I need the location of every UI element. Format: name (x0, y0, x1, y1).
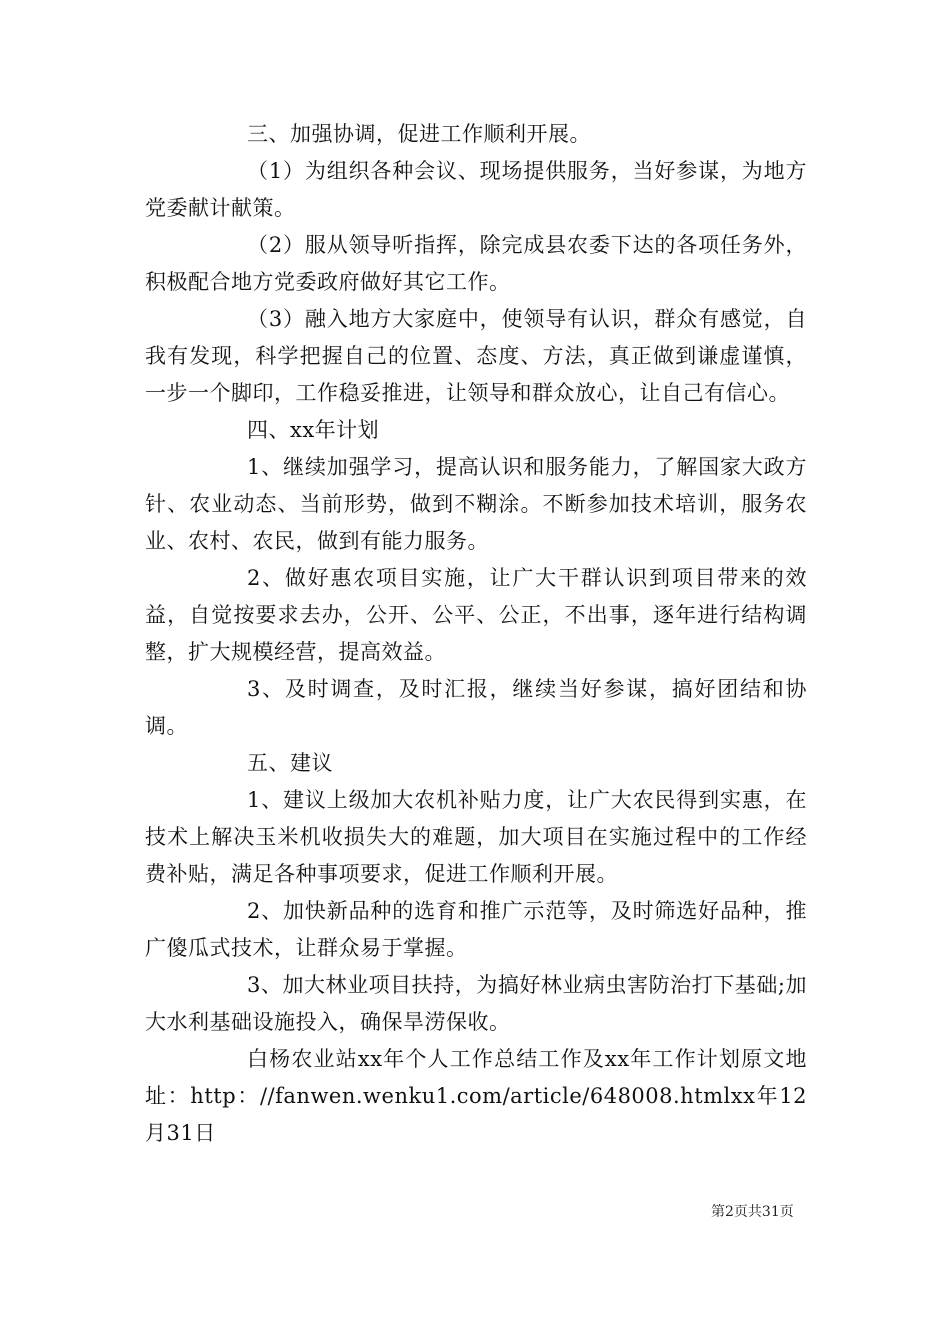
paragraph-plan-1: 1、继续加强学习，提高认识和服务能力，了解国家大政方针、农业动态、当前形势，做到不糊涂。不断参加技术培训，服务农业、农村、农民，做到有能力服务。 (145, 455, 807, 553)
paragraph-coordination-1: （1）为组织各种会议、现场提供服务，当好参谋，为地方党委献计献策。 (145, 159, 807, 220)
paragraph-plan-3: 3、及时调查，及时汇报，继续当好参谋，搞好团结和协调。 (145, 677, 807, 738)
paragraph-suggestion-3: 3、加大林业项目扶持，为搞好林业病虫害防治打下基础;加大水利基础设施投入，确保旱涝保收。 (145, 973, 807, 1034)
paragraph-suggestion-2: 2、加快新品种的选育和推广示范等，及时筛选好品种，推广傻瓜式技术，让群众易于掌握。 (145, 899, 807, 960)
section-heading-coordination: 三、加强协调，促进工作顺利开展。 (247, 122, 591, 146)
paragraph-plan-2: 2、做好惠农项目实施，让广大干群认识到项目带来的效益，自觉按要求去办，公开、公平、公正，不出事，逐年进行结构调整，扩大规模经营，提高效益。 (145, 566, 807, 664)
section-heading-plan: 四、xx年计划 (247, 418, 380, 442)
page-number-footer: 第2页共31页 (711, 1204, 794, 1220)
section-heading-suggestions: 五、建议 (247, 751, 333, 775)
paragraph-coordination-3: （3）融入地方大家庭中，使领导有认识，群众有感觉，自我有发现，科学把握自己的位置、态度、方法，真正做到谦虚谨慎，一步一个脚印，工作稳妥推进，让领导和群众放心，让自己有信心。 (145, 307, 807, 405)
paragraph-coordination-2: （2）服从领导听指挥，除完成县农委下达的各项任务外，积极配合地方党委政府做好其它工作。 (145, 233, 807, 294)
paragraph-suggestion-1: 1、建议上级加大农机补贴力度，让广大农民得到实惠，在技术上解决玉米机收损失大的难题，加大项目在实施过程中的工作经费补贴，满足各种事项要求，促进工作顺利开展。 (145, 788, 807, 886)
paragraph-source-address: 白杨农业站xx年个人工作总结工作及xx年工作计划原文地址：http：//fanwen.wenku1.com/article/648008.htmlxx年12月31日 (145, 1047, 807, 1145)
document-body (145, 116, 807, 1152)
